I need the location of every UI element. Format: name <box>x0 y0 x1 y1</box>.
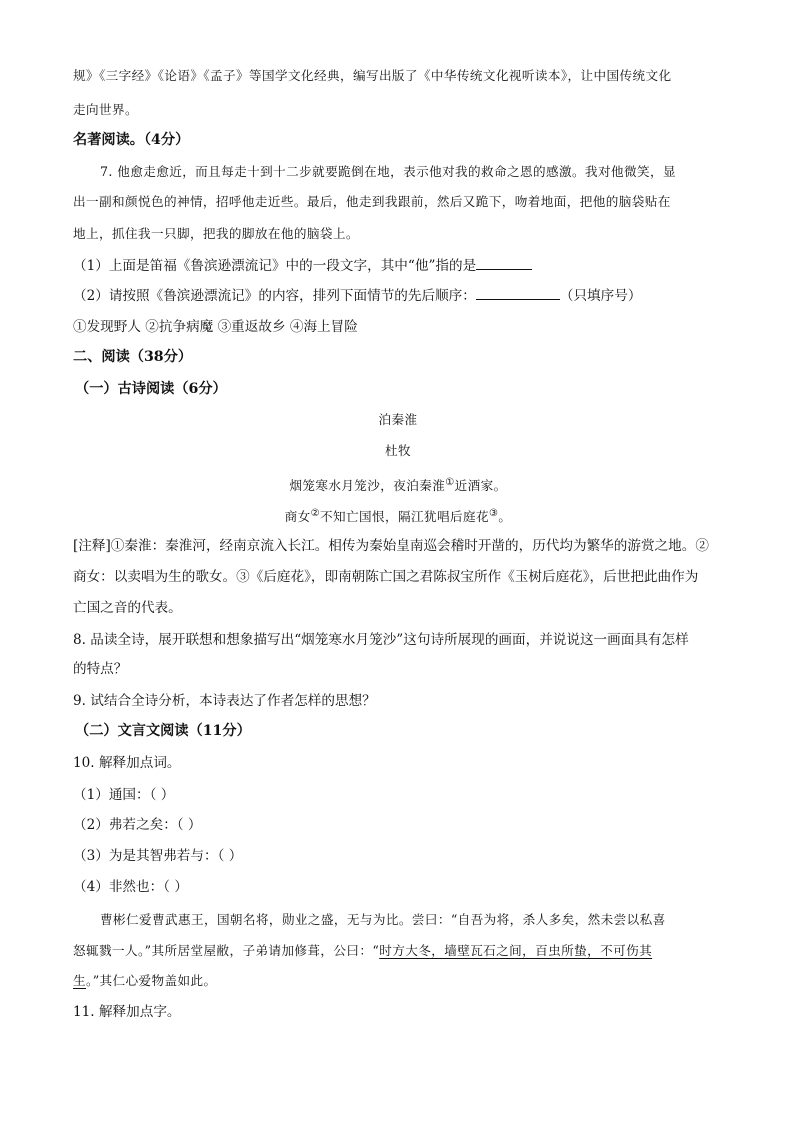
poem-title: 泊秦淮 <box>378 412 418 427</box>
poem-notes-line: 亡国之音的代表。 <box>73 600 182 616</box>
passage-line: 出一副和颜悦色的神情，招呼他走近些。最后，他走到我跟前，然后又跪下，吻着地面，把他的脑袋贴在 <box>73 194 671 209</box>
question-text: （2）请按照《鲁滨逊漂流记》的内容，排列下面情节的先后顺序： <box>73 288 476 304</box>
poem-author: 杜牧 <box>385 443 411 458</box>
subsection-heading-wenyan: （二）文言文阅读（11分） <box>75 723 251 739</box>
question-9: 9. 试结合全诗分析，本诗表达了作者怎样的思想？ <box>73 693 376 709</box>
poem-text: 近酒家。 <box>454 478 507 494</box>
paragraph-line: 规》《三字经》《论语》《孟子》等国学文化经典，编写出版了《中华传统文化视听读本》，让中国传统文化 <box>73 68 672 83</box>
section-heading-mingzhu: 名著阅读。（4分） <box>73 132 190 148</box>
question-10-2[interactable]: （2）弗若之矣：（ ） <box>73 817 202 833</box>
wenyan-passage-line <box>73 941 652 961</box>
underlined-sentence: 时方大冬，墙壁瓦石之间，百虫所蛰，不可伤其 <box>379 943 653 958</box>
question-7-options: ①发现野人 ②抗争病魔 ③重返故乡 ④海上冒险 <box>73 319 358 335</box>
underlined-sentence: 生 <box>73 973 86 988</box>
poem-text: 不知亡国恨，隔江犹唱后庭花 <box>320 509 489 525</box>
poem-text: 商女 <box>284 509 311 525</box>
poem-notes-line: 商女：以卖唱为生的歌女。③《后庭花》，即南朝陈亡国之君陈叔宝所作《玉树后庭花》，后世把此曲作为 <box>73 569 699 585</box>
note-marker: ② <box>310 508 321 519</box>
question-7-2 <box>73 286 641 306</box>
subsection-heading-gushi: （一）古诗阅读（6分） <box>75 381 227 397</box>
passage-text: 。”其仁心爱物盖如此。 <box>86 973 217 988</box>
question-7-1 <box>73 256 532 276</box>
passage-line: 地上，抓住我一只脚，把我的脚放在他的脑袋上。 <box>73 226 359 241</box>
question-hint: （只填序号） <box>559 288 642 304</box>
question-text: （1）上面是笛福《鲁滨逊漂流记》中的一段文字，其中“他”指的是 <box>73 258 477 274</box>
note-marker: ③ <box>488 508 499 519</box>
poem-notes-line: [注释]①秦淮：秦淮河，经南京流入长江。相传为秦始皇南巡会稽时开凿的，历代均为繁华的游赏之地。② <box>73 538 709 554</box>
question-8: 8. 品读全诗，展开联想和想象描写出“烟笼寒水月笼沙”这句诗所展现的画面，并说说这一画面具有怎样 <box>73 632 689 648</box>
paragraph-line: 走向世界。 <box>73 102 138 117</box>
wenyan-passage-line: 曹彬仁爱曹武惠王，国朝名将，勋业之盛，无与为比。尝曰：“自吾为将，杀人多矣，然未尝以私喜 <box>100 912 666 927</box>
poem-line-2 <box>73 504 723 527</box>
passage-line: 7. 他愈走愈近，而且每走十到十二步就要跪倒在地，表示他对我的救命之恩的感激。我对他微笑，显 <box>100 164 676 179</box>
answer-blank[interactable] <box>476 256 532 270</box>
question-10-1[interactable]: （1）通国：（ ） <box>73 787 175 803</box>
section-heading-yuedu: 二、阅读（38分） <box>73 349 193 365</box>
question-10: 10. 解释加点词。 <box>73 755 181 771</box>
question-10-4[interactable]: （4）非然也：（ ） <box>73 879 188 895</box>
question-10-3[interactable]: （3）为是其智弗若与：（ ） <box>73 848 243 864</box>
poem-text: 烟笼寒水月笼沙，夜泊秦淮 <box>289 478 446 494</box>
question-8-cont: 的特点？ <box>73 661 128 677</box>
passage-text: 怒辄戮一人。”其所居堂屋敝，子弟请加修葺，公曰：“ <box>73 943 380 958</box>
answer-blank[interactable] <box>476 286 560 300</box>
poem-text: 。 <box>498 509 512 525</box>
question-11: 11. 解释加点字。 <box>73 1004 181 1020</box>
note-marker: ① <box>445 477 455 488</box>
wenyan-passage-line <box>73 971 216 991</box>
poem-line-1 <box>73 473 723 496</box>
